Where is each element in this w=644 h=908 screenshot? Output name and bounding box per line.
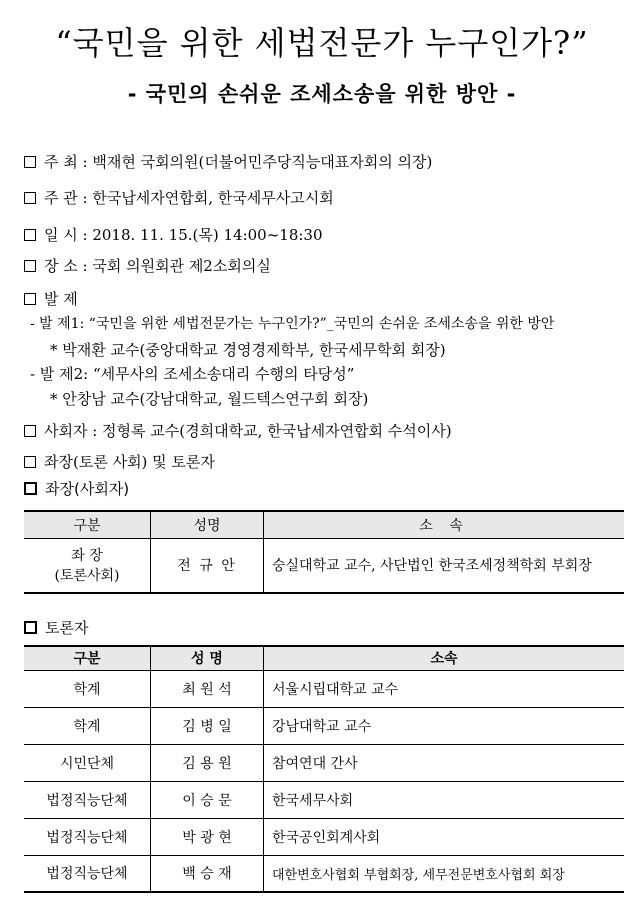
table-row [24,538,624,593]
topic2-presenter: * 안창남 교수(강남대학교, 월드텍스연구회 회장) [50,390,369,408]
date-text: 일 시 : 2018. 11. 15.(목) 14:00~18:30 [44,226,323,244]
header-name: 성명 [151,511,264,538]
host-line [24,152,624,172]
category-cell: 학계 [24,670,151,707]
name-cell: 최 원 석 [151,670,264,707]
checkbox-icon [24,260,36,272]
category-cell: 법정직능단체 [24,855,151,892]
checkbox-icon [24,456,36,468]
topics-label-line [24,289,624,309]
table-row [24,855,624,892]
header-affiliation: 소속 [264,646,625,670]
document-title: “국민을 위한 세법전문가 누구인가?” [55,24,589,62]
checkbox-icon [24,293,36,305]
name-cell: 김 병 일 [151,707,264,744]
table-row [24,744,624,781]
table-row [24,818,624,855]
affiliation-cell: 참여연대 간사 [264,744,625,781]
header-affiliation: 소 속 [264,511,625,538]
category-cell: 법정직능단체 [24,818,151,855]
affiliation-cell: 한국세무사회 [264,781,625,818]
checkbox-icon [24,156,36,168]
header-name: 성 명 [151,646,264,670]
moderator-text: 사회자 : 정형록 교수(경희대학교, 한국납세자연합회 수석이사) [44,422,452,440]
category-cell: 학계 [24,707,151,744]
category-cell: 좌 장 (토론사회) [24,538,151,593]
topics-label: 발 제 [44,290,78,308]
organizer-text: 주 관 : 한국납세자연합회, 한국세무사고시회 [44,189,334,207]
host-text: 주 최 : 백재현 국회의원(더불어민주당직능대표자회의 의장) [44,153,433,171]
affiliation-cell: 강남대학교 교수 [264,707,625,744]
topic1-presenter: * 박재환 교수(중앙대학교 경영경제학부, 한국세무학회 회장) [50,341,446,359]
category-cell: 시민단체 [24,744,151,781]
name-cell: 전 규 안 [151,538,264,593]
name-cell: 백 승 재 [151,855,264,892]
affiliation-cell: 숭실대학교 교수, 사단법인 한국조세정책학회 부회장 [264,538,625,593]
topic2-line: - 발 제2: “세무사의 조세소송대리 수행의 타당성” [30,365,355,383]
document-subtitle: - 국민의 손쉬운 조세소송을 위한 방안 - [127,82,517,106]
name-cell: 이 승 문 [151,781,264,818]
name-cell: 박 광 현 [151,818,264,855]
square-bullet-icon [24,621,37,634]
category-cell: 법정직능단체 [24,781,151,818]
chair-panel-line [24,452,624,472]
chair-panel-text: 좌장(토론 사회) 및 토론자 [44,453,215,471]
table-row [24,707,624,744]
affiliation-cell: 서울시립대학교 교수 [264,670,625,707]
checkbox-icon [24,192,36,204]
place-line [24,256,624,276]
affiliation-cell: 한국공인회계사회 [264,818,625,855]
date-line [24,225,624,245]
topic1-line: - 발 제1: “국민을 위한 세법전문가는 누구인가?”_국민의 손쉬운 조세소송을 위한 방안 [30,316,555,332]
table-row [24,670,624,707]
panel-heading: 토론자 [24,617,88,638]
table-row [24,781,624,818]
chair-table [24,510,624,594]
checkbox-icon [24,229,36,241]
checkbox-icon [24,425,36,437]
chair-heading: 좌장(사회자) [24,478,129,499]
square-bullet-icon [24,482,37,495]
name-cell: 김 용 원 [151,744,264,781]
place-text: 장 소 : 국회 의원회관 제2소회의실 [44,257,271,275]
header-category: 구분 [24,646,151,670]
affiliation-cell: 대한변호사협회 부협회장, 세무전문변호사협회 회장 [264,855,625,892]
moderator-line [24,421,624,441]
header-category: 구분 [24,511,151,538]
panel-table [24,645,624,893]
organizer-line [24,188,624,208]
